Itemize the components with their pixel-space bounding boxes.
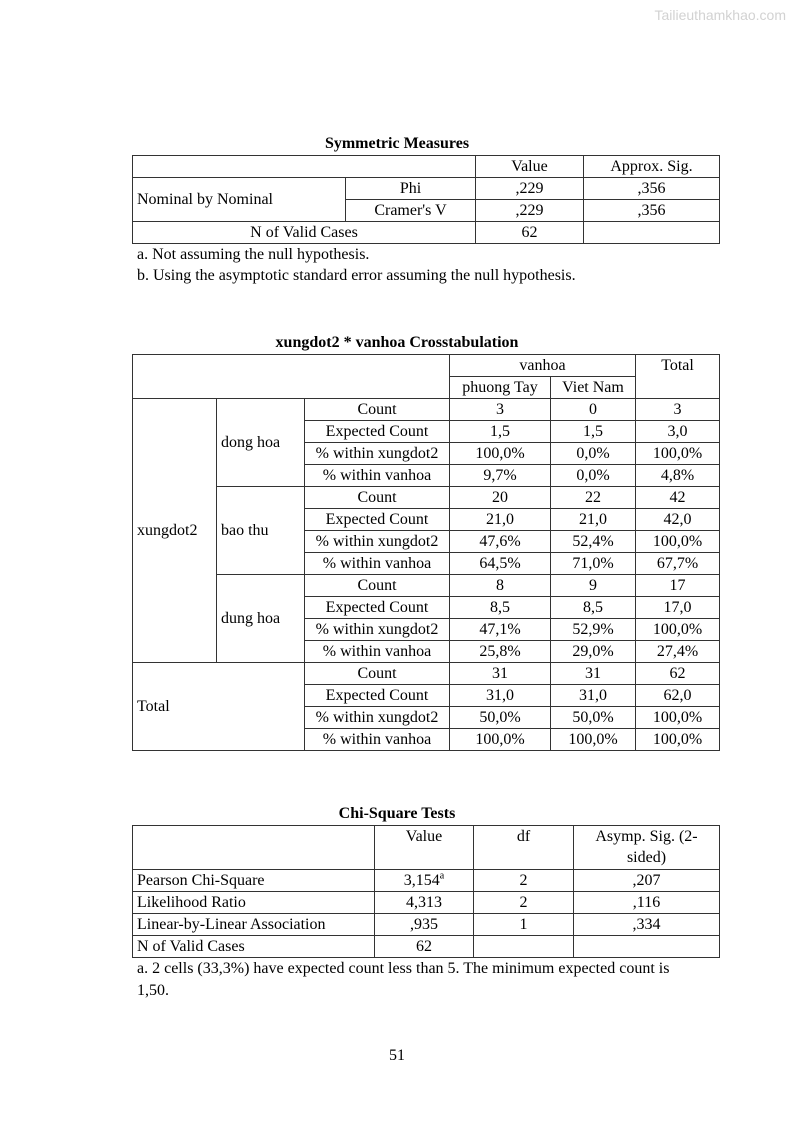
crosstab-cell: 25,8% bbox=[450, 641, 551, 663]
value-text: 3,154 bbox=[403, 872, 440, 889]
col-header: phuong Tay bbox=[450, 377, 551, 399]
row-var-label: xungdot2 bbox=[133, 399, 217, 663]
stat-label: Expected Count bbox=[305, 509, 450, 531]
cell-sig bbox=[574, 936, 720, 958]
crosstab-cell: 3 bbox=[636, 399, 720, 421]
col-var-label: vanhoa bbox=[450, 355, 636, 377]
crosstab-cell: 31 bbox=[551, 663, 636, 685]
symmetric-measures-table bbox=[132, 155, 720, 244]
stat-label: % within xungdot2 bbox=[305, 707, 450, 729]
crosstab-cell: 52,4% bbox=[551, 531, 636, 553]
table-header-row bbox=[133, 826, 720, 870]
cell-sig: ,356 bbox=[584, 178, 720, 200]
stat-label: % within vanhoa bbox=[305, 641, 450, 663]
crosstab-cell: 0 bbox=[551, 399, 636, 421]
crosstab-cell: 47,6% bbox=[450, 531, 551, 553]
crosstab-cell: 100,0% bbox=[636, 443, 720, 465]
footnote-a: a. Not assuming the null hypothesis. bbox=[137, 246, 370, 263]
watermark: Tailieuthamkhao.com bbox=[654, 7, 786, 23]
crosstab-cell: 3 bbox=[450, 399, 551, 421]
stat-label: Count bbox=[305, 663, 450, 685]
crosstab-cell: 29,0% bbox=[551, 641, 636, 663]
crosstab-cell: 21,0 bbox=[551, 509, 636, 531]
crosstab-cell: 9 bbox=[551, 575, 636, 597]
table-row bbox=[133, 487, 720, 509]
header-blank bbox=[133, 826, 375, 870]
crosstab-cell: 17 bbox=[636, 575, 720, 597]
crosstab-cell: 1,5 bbox=[450, 421, 551, 443]
cell-df: 2 bbox=[474, 892, 574, 914]
stat-label: % within vanhoa bbox=[305, 553, 450, 575]
crosstab-cell: 17,0 bbox=[636, 597, 720, 619]
cell-df: 1 bbox=[474, 914, 574, 936]
crosstab-cell: 52,9% bbox=[551, 619, 636, 641]
row-label: Cramer's V bbox=[346, 200, 476, 222]
crosstab-cell: 8,5 bbox=[551, 597, 636, 619]
crosstab-cell: 100,0% bbox=[636, 707, 720, 729]
stat-label: % within xungdot2 bbox=[305, 443, 450, 465]
cell-empty bbox=[584, 222, 720, 244]
crosstab-cell: 31,0 bbox=[450, 685, 551, 707]
header-value: Value bbox=[375, 826, 474, 870]
crosstab-cell: 31 bbox=[450, 663, 551, 685]
chi-square-title: Chi-Square Tests bbox=[338, 805, 456, 822]
crosstab-cell: 22 bbox=[551, 487, 636, 509]
crosstab-cell: 31,0 bbox=[551, 685, 636, 707]
row-label: Phi bbox=[346, 178, 476, 200]
cell-df bbox=[474, 936, 574, 958]
group-label: dong hoa bbox=[217, 399, 305, 487]
cell-value: ,935 bbox=[375, 914, 474, 936]
crosstab-cell: 3,0 bbox=[636, 421, 720, 443]
row-label: N of Valid Cases bbox=[133, 936, 375, 958]
crosstab-cell: 47,1% bbox=[450, 619, 551, 641]
cell-value: 62 bbox=[476, 222, 584, 244]
crosstab-cell: 100,0% bbox=[551, 729, 636, 751]
stat-label: % within vanhoa bbox=[305, 465, 450, 487]
col-header: Viet Nam bbox=[551, 377, 636, 399]
crosstab-cell: 100,0% bbox=[636, 531, 720, 553]
crosstab-cell: 1,5 bbox=[551, 421, 636, 443]
cell-sig: ,207 bbox=[574, 870, 720, 892]
header-df: df bbox=[474, 826, 574, 870]
page-number: 51 bbox=[389, 1047, 405, 1064]
crosstab-cell: 100,0% bbox=[636, 729, 720, 751]
stat-label: % within xungdot2 bbox=[305, 531, 450, 553]
symmetric-measures-title: Symmetric Measures bbox=[324, 135, 470, 152]
cell-sig: ,116 bbox=[574, 892, 720, 914]
total-row-label: Total bbox=[133, 663, 305, 751]
chi-square-table bbox=[132, 825, 720, 958]
cell-value bbox=[375, 870, 474, 892]
group-label: bao thu bbox=[217, 487, 305, 575]
header-asymp-sig bbox=[574, 826, 720, 870]
table-row bbox=[133, 892, 720, 914]
cell-value: ,229 bbox=[476, 178, 584, 200]
crosstab-cell: 100,0% bbox=[450, 443, 551, 465]
crosstab-title: xungdot2 * vanhoa Crosstabulation bbox=[275, 334, 519, 351]
nominal-by-nominal-label: Nominal by Nominal bbox=[133, 178, 346, 222]
crosstab-cell: 71,0% bbox=[551, 553, 636, 575]
footnote-b: b. Using the asymptotic standard error assuming the null hypothesis. bbox=[137, 267, 576, 284]
table-row bbox=[133, 399, 720, 421]
crosstab-cell: 100,0% bbox=[636, 619, 720, 641]
crosstab-table bbox=[132, 354, 720, 751]
valid-cases-label: N of Valid Cases bbox=[133, 222, 476, 244]
crosstab-cell: 27,4% bbox=[636, 641, 720, 663]
cell-value: ,229 bbox=[476, 200, 584, 222]
table-row bbox=[133, 914, 720, 936]
crosstab-cell: 21,0 bbox=[450, 509, 551, 531]
table-row bbox=[133, 575, 720, 597]
cell-value: 4,313 bbox=[375, 892, 474, 914]
stat-label: % within vanhoa bbox=[305, 729, 450, 751]
table-row bbox=[133, 178, 720, 200]
stat-label: % within xungdot2 bbox=[305, 619, 450, 641]
footnote-marker: a bbox=[439, 870, 445, 882]
header-asymp-sig-line1: Asymp. Sig. (2- bbox=[595, 828, 698, 845]
cell-sig: ,356 bbox=[584, 200, 720, 222]
row-label: Likelihood Ratio bbox=[133, 892, 375, 914]
cell-value: 62 bbox=[375, 936, 474, 958]
crosstab-cell: 20 bbox=[450, 487, 551, 509]
table-header-row bbox=[133, 156, 720, 178]
header-blank bbox=[133, 156, 476, 178]
row-label: Pearson Chi-Square bbox=[133, 870, 375, 892]
header-total: Total bbox=[636, 355, 720, 399]
crosstab-cell: 9,7% bbox=[450, 465, 551, 487]
crosstab-cell: 64,5% bbox=[450, 553, 551, 575]
header-value: Value bbox=[476, 156, 584, 178]
crosstab-cell: 8 bbox=[450, 575, 551, 597]
chi-square-footnote-line2: 1,50. bbox=[137, 982, 169, 999]
table-row bbox=[133, 870, 720, 892]
row-label: Linear-by-Linear Association bbox=[133, 914, 375, 936]
crosstab-cell: 42 bbox=[636, 487, 720, 509]
crosstab-cell: 62,0 bbox=[636, 685, 720, 707]
crosstab-cell: 8,5 bbox=[450, 597, 551, 619]
table-row bbox=[133, 936, 720, 958]
crosstab-cell: 62 bbox=[636, 663, 720, 685]
chi-square-footnote-line1: a. 2 cells (33,3%) have expected count less than 5. The minimum expected count is bbox=[137, 960, 670, 977]
cell-df: 2 bbox=[474, 870, 574, 892]
header-blank bbox=[133, 355, 450, 399]
stat-label: Expected Count bbox=[305, 421, 450, 443]
stat-label: Expected Count bbox=[305, 597, 450, 619]
stat-label: Count bbox=[305, 487, 450, 509]
crosstab-cell: 42,0 bbox=[636, 509, 720, 531]
cell-sig: ,334 bbox=[574, 914, 720, 936]
table-header-row bbox=[133, 355, 720, 377]
stat-label: Count bbox=[305, 399, 450, 421]
crosstab-cell: 50,0% bbox=[551, 707, 636, 729]
table-row bbox=[133, 663, 720, 685]
header-approx-sig: Approx. Sig. bbox=[584, 156, 720, 178]
table-row bbox=[133, 222, 720, 244]
crosstab-cell: 0,0% bbox=[551, 465, 636, 487]
group-label: dung hoa bbox=[217, 575, 305, 663]
crosstab-cell: 50,0% bbox=[450, 707, 551, 729]
stat-label: Count bbox=[305, 575, 450, 597]
crosstab-cell: 0,0% bbox=[551, 443, 636, 465]
crosstab-cell: 4,8% bbox=[636, 465, 720, 487]
stat-label: Expected Count bbox=[305, 685, 450, 707]
header-asymp-sig-line2: sided) bbox=[626, 849, 667, 866]
crosstab-cell: 67,7% bbox=[636, 553, 720, 575]
crosstab-cell: 100,0% bbox=[450, 729, 551, 751]
